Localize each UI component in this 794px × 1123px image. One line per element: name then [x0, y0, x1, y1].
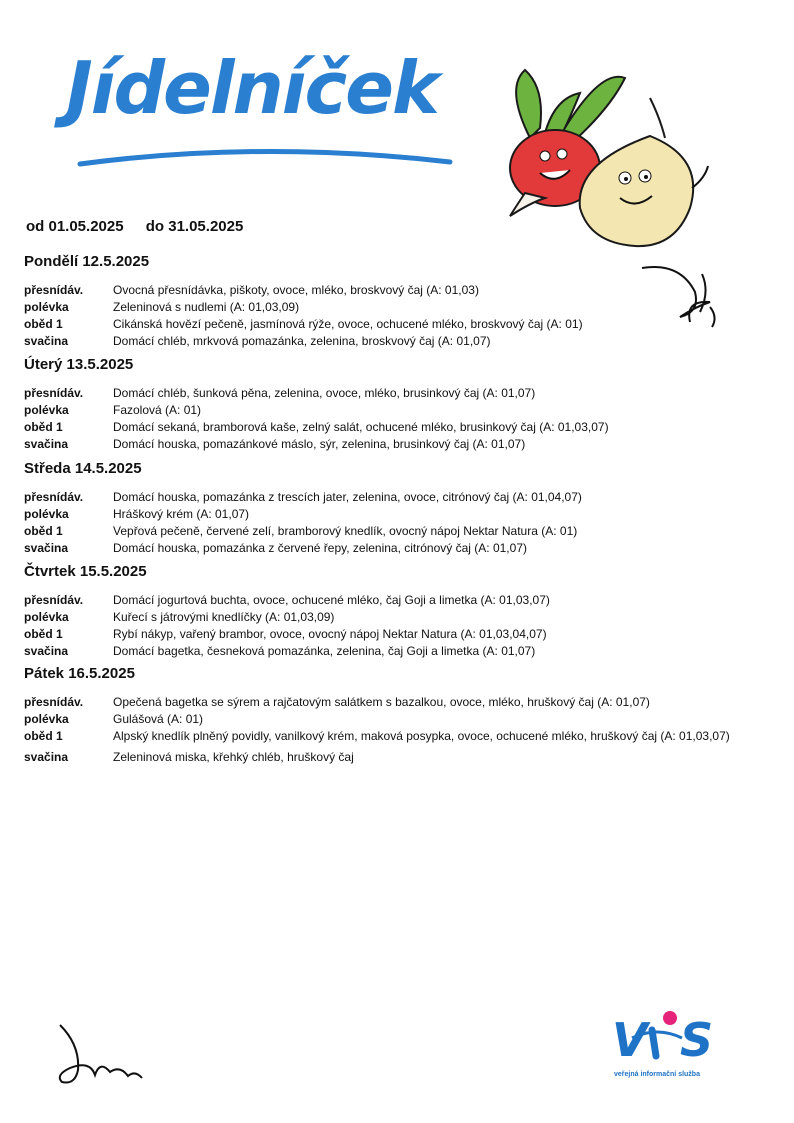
svg-text:S: S	[680, 1013, 714, 1067]
meal-label: oběd 1	[24, 627, 63, 641]
meal-label: oběd 1	[24, 729, 63, 743]
meal-label: svačina	[24, 644, 69, 658]
meal-label: oběd 1	[24, 317, 63, 331]
meal-text: Domácí sekaná, bramborová kaše, zelný salát, ochucené mléko, brusinkový čaj (A: 01,03,07)	[113, 420, 609, 434]
meal-label: svačina	[24, 541, 69, 555]
meal-row	[24, 694, 744, 711]
meal-row	[24, 316, 744, 333]
day-block	[24, 460, 744, 557]
meal-label: přesnídáv.	[24, 283, 84, 297]
meal-label: přesnídáv.	[24, 593, 84, 607]
meal-text: Alpský knedlík plněný povidly, vanilkový krém, maková posypka, ovoce, ochucené mléko, hruškový čaj (A: 01,03,07)	[113, 729, 730, 743]
meal-row	[24, 402, 744, 419]
vis-logo-icon	[612, 1008, 722, 1068]
meal-label: polévka	[24, 712, 69, 726]
meal-label: polévka	[24, 300, 69, 314]
meal-label: polévka	[24, 403, 69, 417]
meal-row	[24, 540, 744, 557]
meal-row	[24, 728, 744, 745]
meal-label: svačina	[24, 334, 69, 348]
meal-row	[24, 643, 744, 660]
day-block	[24, 253, 744, 350]
vis-logo-subtitle: veřejná informační služba	[614, 1071, 700, 1078]
meal-row	[24, 489, 744, 506]
meal-row	[24, 419, 744, 436]
meal-text: Zeleninová miska, křehký chléb, hruškový čaj	[113, 750, 354, 764]
meal-label: svačina	[24, 750, 69, 764]
date-range	[26, 218, 261, 235]
meal-row	[24, 523, 744, 540]
meal-label: svačina	[24, 437, 69, 451]
meal-text: Kuřecí s játrovými knedlíčky (A: 01,03,09)	[113, 610, 335, 624]
page-title: Jídelníček	[66, 46, 438, 130]
meal-text: Domácí chléb, mrkvová pomazánka, zelenina, broskvový čaj (A: 01,07)	[113, 334, 491, 348]
meal-label: oběd 1	[24, 420, 63, 434]
title-swoosh	[70, 140, 455, 172]
meal-row	[24, 385, 744, 402]
meal-text: Domácí houska, pomazánka z trescích jater, zelenina, ovoce, citrónový čaj (A: 01,04,07)	[113, 490, 582, 504]
day-block	[24, 563, 744, 660]
meal-text: Domácí houska, pomazánka z červené řepy, zelenina, citrónový čaj (A: 01,07)	[113, 541, 527, 555]
meal-text: Hráškový krém (A: 01,07)	[113, 507, 250, 521]
meal-row	[24, 749, 744, 766]
meal-text: Domácí houska, pomazánkové máslo, sýr, zelenina, brusinkový čaj (A: 01,07)	[113, 437, 526, 451]
meal-text: Rybí nákyp, vařený brambor, ovoce, ovocný nápoj Nektar Natura (A: 01,03,04,07)	[113, 627, 547, 641]
meal-label: přesnídáv.	[24, 386, 84, 400]
meal-row	[24, 282, 744, 299]
signature-icon	[50, 1020, 150, 1090]
meal-text: Ovocná přesnídávka, piškoty, ovoce, mléko, broskvový čaj (A: 01,03)	[113, 283, 479, 297]
meal-text: Opečená bagetka se sýrem a rajčatovým salátkem s bazalkou, ovoce, mléko, hruškový čaj (A: 01,07)	[113, 695, 650, 709]
day-title: Čtvrtek 15.5.2025	[24, 563, 147, 580]
meal-row	[24, 609, 744, 626]
day-block	[24, 356, 744, 453]
meal-text: Fazolová (A: 01)	[113, 403, 202, 417]
date-from: od 01.05.2025	[26, 218, 124, 235]
meal-label: oběd 1	[24, 524, 63, 538]
meal-text: Zeleninová s nudlemi (A: 01,03,09)	[113, 300, 300, 314]
day-block	[24, 665, 744, 766]
svg-text:V: V	[612, 1013, 648, 1067]
vegetable-mascots-icon	[500, 58, 720, 253]
day-title: Úterý 13.5.2025	[24, 356, 134, 373]
meal-row	[24, 711, 744, 728]
meal-row	[24, 299, 744, 316]
day-title: Pátek 16.5.2025	[24, 665, 135, 682]
day-title: Pondělí 12.5.2025	[24, 253, 150, 270]
onion-mascot-icon	[580, 98, 708, 246]
meal-text: Domácí bagetka, česneková pomazánka, zelenina, čaj Goji a limetka (A: 01,07)	[113, 644, 536, 658]
vis-logo	[612, 1008, 722, 1078]
meal-label: polévka	[24, 610, 69, 624]
day-title: Středa 14.5.2025	[24, 460, 142, 477]
meal-row	[24, 436, 744, 453]
meal-text: Cikánská hovězí pečeně, jasmínová rýže, ovoce, ochucené mléko, broskvový čaj (A: 01)	[113, 317, 583, 331]
meal-row	[24, 626, 744, 643]
meal-label: přesnídáv.	[24, 695, 84, 709]
meal-label: přesnídáv.	[24, 490, 84, 504]
meal-label: polévka	[24, 507, 69, 521]
meal-text: Gulášová (A: 01)	[113, 712, 204, 726]
meal-row	[24, 592, 744, 609]
meal-row	[24, 506, 744, 523]
meal-text: Domácí jogurtová buchta, ovoce, ochucené mléko, čaj Goji a limetka (A: 01,03,07)	[113, 593, 550, 607]
meal-row	[24, 333, 744, 350]
date-to: do 31.05.2025	[145, 218, 244, 235]
meal-text: Vepřová pečeně, červené zelí, bramborový knedlík, ovocný nápoj Nektar Natura (A: 01)	[113, 524, 578, 538]
meal-text: Domácí chléb, šunková pěna, zelenina, ovoce, mléko, brusinkový čaj (A: 01,07)	[113, 386, 536, 400]
